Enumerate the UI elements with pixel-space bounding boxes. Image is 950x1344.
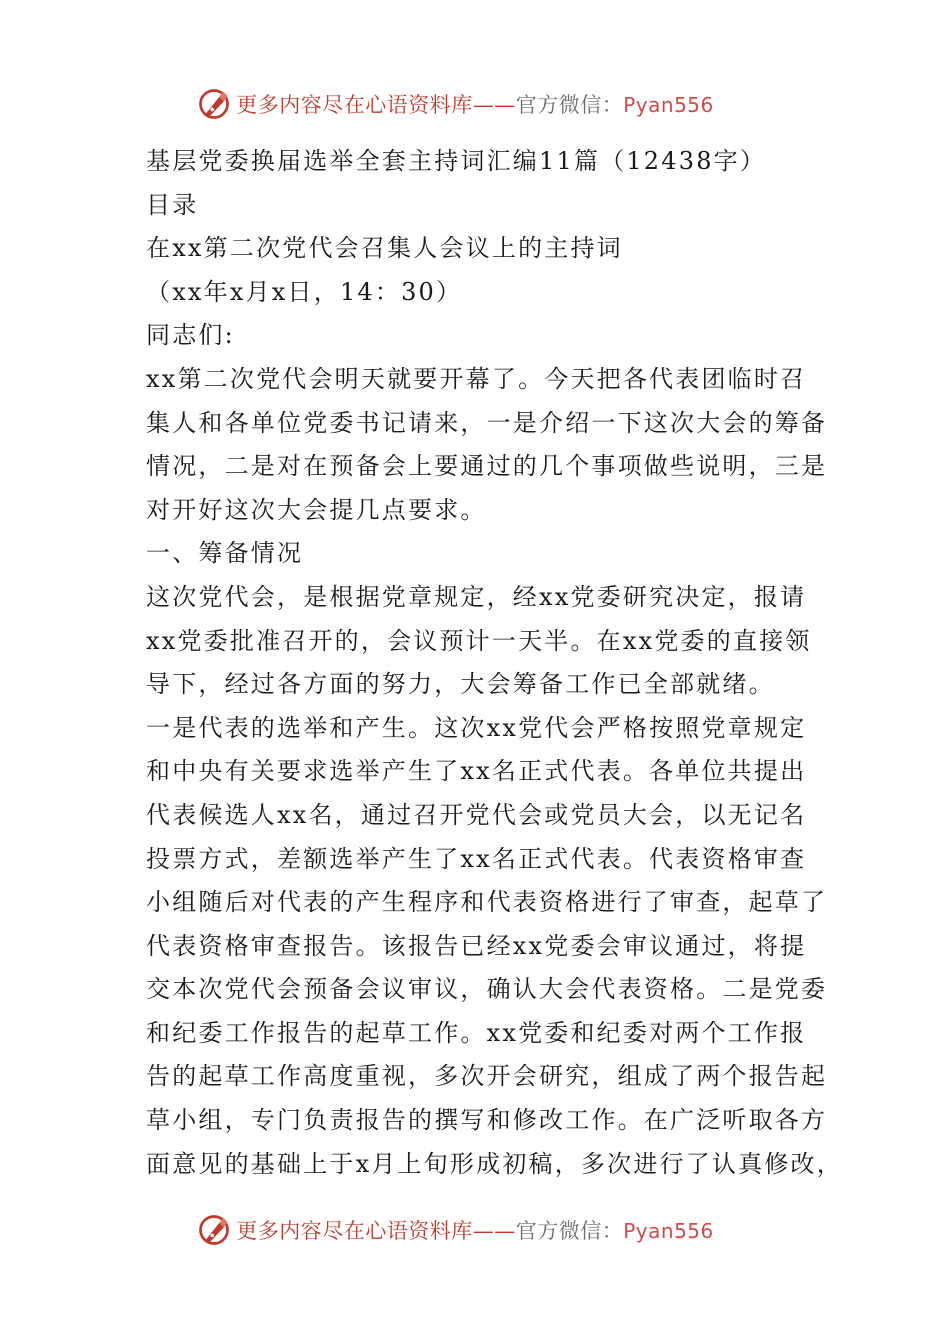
body-line: xx第二次党代会明天就要开幕了。今天把各代表团临时召	[146, 364, 807, 393]
banner-dash: ——	[472, 93, 516, 117]
body-line: 和纪委工作报告的起草工作。xx党委和纪委对两个工作报	[146, 1018, 807, 1047]
footer-banner	[0, 1210, 950, 1250]
body-line: 一是代表的选举和产生。这次xx党代会严格按照党章规定	[146, 713, 807, 742]
banner-account: Pyan556	[623, 1219, 714, 1243]
document-body	[146, 140, 843, 1186]
banner-prefix: 更多内容尽在心语资料库	[236, 1219, 473, 1243]
pen-nib-logo-icon	[196, 86, 232, 122]
body-line: 小组随后对代表的产生程序和代表资格进行了审查，起草了	[146, 888, 828, 917]
banner-dash: ——	[472, 1219, 516, 1243]
banner-text	[236, 1215, 714, 1245]
body-line: 交本次党代会预备会议审议，确认大会代表资格。二是党委	[146, 975, 828, 1004]
body-line: 投票方式，差额选举产生了xx名正式代表。代表资格审查	[146, 844, 807, 873]
body-line: 代表候选人xx名，通过召开党代会或党员大会，以无记名	[146, 800, 807, 829]
section-heading: 一、筹备情况	[146, 539, 304, 568]
body-line: 这次党代会，是根据党章规定，经xx党委研究决定，报请	[146, 582, 807, 611]
body-line: 导下，经过各方面的努力，大会筹备工作已全部就绪。	[146, 670, 775, 699]
body-line: 对开好这次大会提几点要求。	[146, 495, 487, 524]
speech-title: 在xx第二次党代会召集人会议上的主持词	[146, 234, 623, 263]
header-banner	[0, 84, 950, 124]
banner-label: 官方微信：	[515, 1219, 624, 1243]
body-line: 告的起草工作高度重视，多次开会研究，组成了两个报告起	[146, 1062, 828, 1091]
pen-nib-logo-icon	[196, 1212, 232, 1248]
banner-prefix: 更多内容尽在心语资料库	[236, 93, 473, 117]
body-line: 情况，二是对在预备会上要通过的几个事项做些说明，三是	[146, 452, 828, 481]
document-title: 基层党委换届选举全套主持词汇编11篇（12438字）	[146, 147, 767, 175]
salutation: 同志们:	[146, 321, 235, 350]
body-line: 和中央有关要求选举产生了xx名正式代表。各单位共提出	[146, 757, 807, 786]
body-line: xx党委批准召开的，会议预计一天半。在xx党委的直接领	[146, 626, 812, 655]
body-line: 集人和各单位党委书记请来，一是介绍一下这次大会的筹备	[146, 408, 828, 437]
banner-account: Pyan556	[623, 93, 714, 117]
body-line: 代表资格审查报告。该报告已经xx党委会审议通过，将提	[146, 931, 807, 960]
body-line: 草小组，专门负责报告的撰写和修改工作。在广泛听取各方	[146, 1106, 828, 1135]
body-line: 面意见的基础上于x月上旬形成初稿，多次进行了认真修改，	[146, 1149, 843, 1178]
banner-text	[236, 89, 714, 119]
speech-date: （xx年x月x日，14：30）	[146, 277, 463, 306]
banner-label: 官方微信：	[515, 93, 624, 117]
toc-heading: 目录	[146, 190, 199, 219]
